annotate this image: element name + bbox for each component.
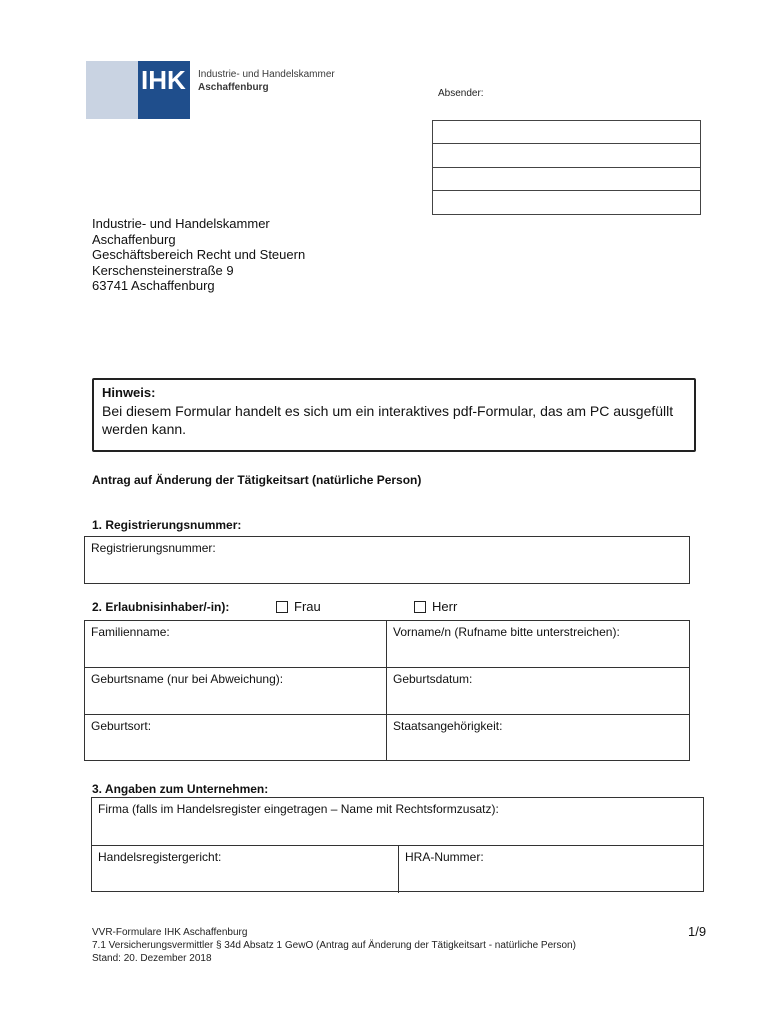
footer-line3: Stand: 20. Dezember 2018 xyxy=(92,953,212,964)
recipient-line: Industrie- und Handelskammer xyxy=(92,216,270,231)
herr-label: Herr xyxy=(432,599,458,614)
sender-field-3[interactable] xyxy=(433,168,700,191)
geburtsname-label: Geburtsname (nur bei Abweichung): xyxy=(91,672,284,686)
document-title: Antrag auf Änderung der Tätigkeitsart (natürliche Person) xyxy=(92,473,422,487)
logo-light-block xyxy=(86,61,138,119)
geburtsdatum-field[interactable] xyxy=(387,668,689,714)
geburtsort-label: Geburtsort: xyxy=(91,719,152,733)
section1-heading: 1. Registrierungsnummer: xyxy=(92,518,242,532)
logo-mark: IHK xyxy=(141,65,186,95)
ihk-logo xyxy=(86,61,190,119)
hra-nummer-field[interactable] xyxy=(399,846,703,891)
familienname-field[interactable] xyxy=(85,621,386,667)
familienname-label: Familienname: xyxy=(91,625,170,639)
logo-text-line1: Industrie- und Handelskammer xyxy=(198,69,335,80)
option-frau[interactable] xyxy=(276,599,321,614)
handelsregistergericht-field[interactable] xyxy=(92,846,398,891)
vorname-field[interactable] xyxy=(387,621,689,667)
page-number: 1/9 xyxy=(688,924,707,939)
vorname-label: Vorname/n (Rufname bitte unterstreichen): xyxy=(393,625,620,639)
registration-number-label: Registrierungsnummer: xyxy=(91,541,216,555)
sender-field-group xyxy=(432,120,701,215)
recipient-line: Aschaffenburg xyxy=(92,231,176,247)
herr-checkbox[interactable] xyxy=(414,601,426,613)
frau-checkbox[interactable] xyxy=(276,601,288,613)
sender-label: Absender: xyxy=(438,88,484,99)
notice-box xyxy=(92,378,696,452)
geburtsdatum-label: Geburtsdatum: xyxy=(393,672,473,686)
sender-field-1[interactable] xyxy=(433,121,700,144)
staatsangehoerigkeit-label: Staatsangehörigkeit: xyxy=(393,719,503,733)
section3-heading: 3. Angaben zum Unternehmen: xyxy=(92,782,269,796)
footer xyxy=(92,926,576,965)
recipient-address xyxy=(92,216,305,294)
hra-nummer-label: HRA-Nummer: xyxy=(405,850,484,864)
company-table xyxy=(91,797,704,892)
section2-heading: 2. Erlaubnisinhaber/-in): xyxy=(92,600,230,614)
notice-title: Hinweis: xyxy=(102,385,156,400)
logo-text-line2: Aschaffenburg xyxy=(198,82,269,93)
frau-label: Frau xyxy=(294,599,321,614)
option-herr[interactable] xyxy=(414,599,457,614)
footer-line2: 7.1 Versicherungsvermittler § 34d Absatz 1 GewO (Antrag auf Änderung der Tätigkeitsart - natürliche Person) xyxy=(92,940,576,951)
firma-field[interactable] xyxy=(92,798,703,845)
recipient-line: Geschäftsbereich Recht und Steuern xyxy=(92,247,306,262)
sender-field-4[interactable] xyxy=(433,191,700,214)
staatsangehoerigkeit-field[interactable] xyxy=(387,715,689,760)
firma-label: Firma (falls im Handelsregister eingetragen – Name mit Rechtsformzusatz): xyxy=(98,802,499,816)
logo-text xyxy=(198,68,335,94)
registration-number-field[interactable] xyxy=(84,536,690,584)
person-table xyxy=(84,620,690,761)
handelsregistergericht-label: Handelsregistergericht: xyxy=(98,850,222,864)
geburtsname-field[interactable] xyxy=(85,668,386,714)
geburtsort-field[interactable] xyxy=(85,715,386,760)
notice-text: Bei diesem Formular handelt es sich um ein interaktives pdf-Formular, das am PC ausgefüllt werden kann. xyxy=(102,403,674,437)
recipient-line: Kerschensteinerstraße 9 xyxy=(92,262,234,278)
footer-line1: VVR-Formulare IHK Aschaffenburg xyxy=(92,927,248,938)
recipient-line: 63741 Aschaffenburg xyxy=(92,278,215,293)
sender-field-2[interactable] xyxy=(433,144,700,167)
